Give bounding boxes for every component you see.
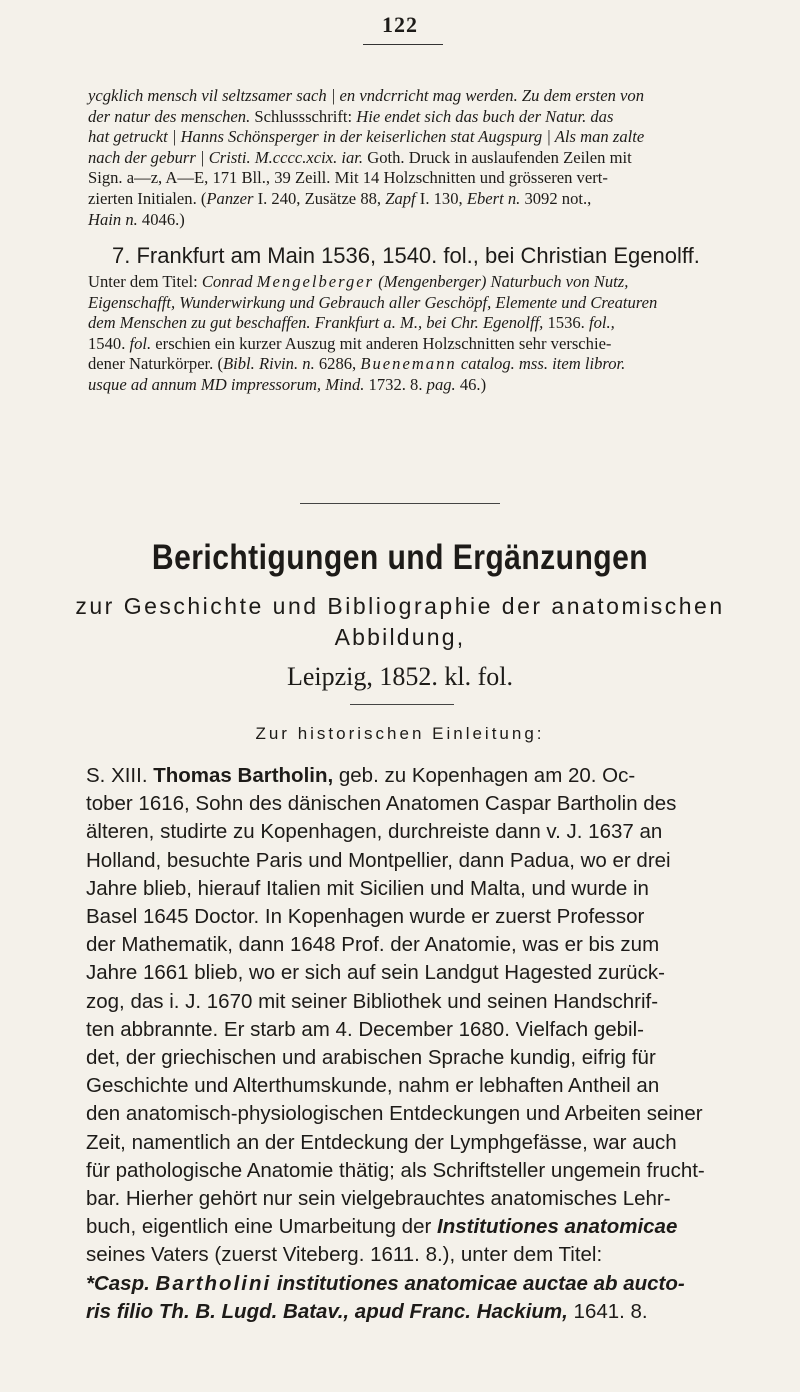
body-line: älteren, studirte zu Kopenhagen, durchreiste dann v. J. 1637 an: [86, 820, 663, 844]
header-rule: [363, 44, 443, 45]
body-line: Holland, besuchte Paris und Montpellier, dann Padua, wo er drei: [86, 848, 671, 872]
body-line: Jahre blieb, hierauf Italien mit Sicilien und Malta, und wurde in: [86, 876, 649, 900]
text-line: 1540. fol. erschien ein kurzer Auszug mit anderen Holzschnitten sehr verschie-: [88, 333, 612, 353]
section-subtitle-line-2: Abbildung,: [334, 624, 466, 650]
text-line: Eigenschafft, Wunderwirkung und Gebrauch aller Geschöpf, Elemente und Creaturen: [88, 292, 658, 312]
publication-line: Leipzig, 1852. kl. fol.: [286, 662, 513, 691]
body-line: Jahre 1661 blieb, wo er sich auf sein Landgut Hagested zurück-: [86, 961, 665, 985]
continued-entry-text: [88, 86, 768, 230]
text-line: hat getruckt | Hanns Schönsperger in der keiserlichen stat Augspurg | Als man zalte: [88, 127, 645, 147]
text-line: Unter dem Titel: Conrad Mengelberger (Mengenberger) Naturbuch von Nutz,: [88, 272, 629, 291]
body-line: der Mathematik, dann 1648 Prof. der Anatomie, was er bis zum: [86, 933, 660, 957]
text-line: dener Naturkörper. (Bibl. Rivin. n. 6286, Buenemann catalog. mss. item libror.: [88, 354, 626, 374]
body-line: den anatomisch-physiologischen Entdeckungen und Arbeiten seiner: [86, 1102, 703, 1126]
text-line: usque ad annum MD impressorum, Mind. 1732. 8. pag. 46.): [88, 374, 487, 394]
body-line: ten abbrannte. Er starb am 4. December 1680. Vielfach gebil-: [86, 1017, 644, 1041]
body-line: S. XIII. Thomas Bartholin, geb. zu Kopenhagen am 20. Oc-: [86, 764, 636, 787]
section-divider: [300, 503, 500, 504]
body-line: bar. Hierher gehört nur sein vielgebrauchtes anatomisches Lehr-: [86, 1187, 671, 1211]
body-line: *Casp. Bartholini institutiones anatomicae auctae ab aucto-: [86, 1271, 685, 1295]
body-line: Geschichte und Alterthumskunde, nahm er lebhaften Antheil an: [86, 1074, 660, 1098]
text-line: nach der geburr | Cristi. M.cccc.xcix. iar. Goth. Druck in auslaufenden Zeilen mit: [88, 147, 632, 167]
section-title: Berichtigungen und Ergänzungen: [151, 538, 649, 577]
body-line: Zeit, namentlich an der Entdeckung der Lymphgefässe, war auch: [86, 1130, 677, 1154]
body-line: seines Vaters (zuerst Viteberg. 1611. 8.), unter dem Titel:: [86, 1243, 603, 1267]
text-line: Hain n. 4046.): [88, 209, 185, 229]
text-line: ycgklich mensch vil seltzsamer sach | en vndcrricht mag werden. Zu dem ersten von: [88, 86, 645, 105]
body-line: zog, das i. J. 1670 mit seiner Bibliothek und seinen Handschrif-: [86, 989, 659, 1013]
body-line: für pathologische Anatomie thätig; als Schriftsteller ungemein frucht-: [86, 1158, 705, 1182]
section-subtitle-line-1: zur Geschichte und Bibliographie der anatomischen: [75, 593, 725, 619]
text-line: Sign. a—z, A—E, 171 Bll., 39 Zeill. Mit 14 Holzschnitten und grösseren vert-: [88, 168, 608, 188]
body-paragraph: [86, 762, 770, 1326]
short-divider: [350, 704, 454, 705]
subsection-heading: Zur historischen Einleitung:: [255, 724, 545, 743]
body-line: buch, eigentlich eine Umarbeitung der Institutiones anatomicae: [86, 1215, 678, 1239]
text-line: der natur des menschen. Schlussschrift: Hie endet sich das buch der Natur. das: [88, 106, 614, 126]
body-line: Basel 1645 Doctor. In Kopenhagen wurde er zuerst Professor: [86, 905, 645, 929]
entry-description-text: [88, 272, 768, 396]
entry-heading: 7. Frankfurt am Main 1536, 1540. fol., bei Christian Egenolff.: [112, 243, 700, 268]
body-line: det, der griechischen und arabischen Sprache kundig, eifrig für: [86, 1046, 656, 1070]
body-line: tober 1616, Sohn des dänischen Anatomen Caspar Bartholin des: [86, 792, 677, 816]
page-number: 122: [382, 12, 418, 37]
body-line: ris filio Th. B. Lugd. Batav., apud Franc. Hackium, 1641. 8.: [86, 1299, 648, 1323]
text-line: zierten Initialen. (Panzer I. 240, Zusätze 88, Zapf I. 130, Ebert n. 3092 not.,: [88, 188, 592, 208]
text-line: dem Menschen zu gut beschaffen. Frankfurt a. M., bei Chr. Egenolff, 1536. fol.,: [88, 313, 615, 333]
